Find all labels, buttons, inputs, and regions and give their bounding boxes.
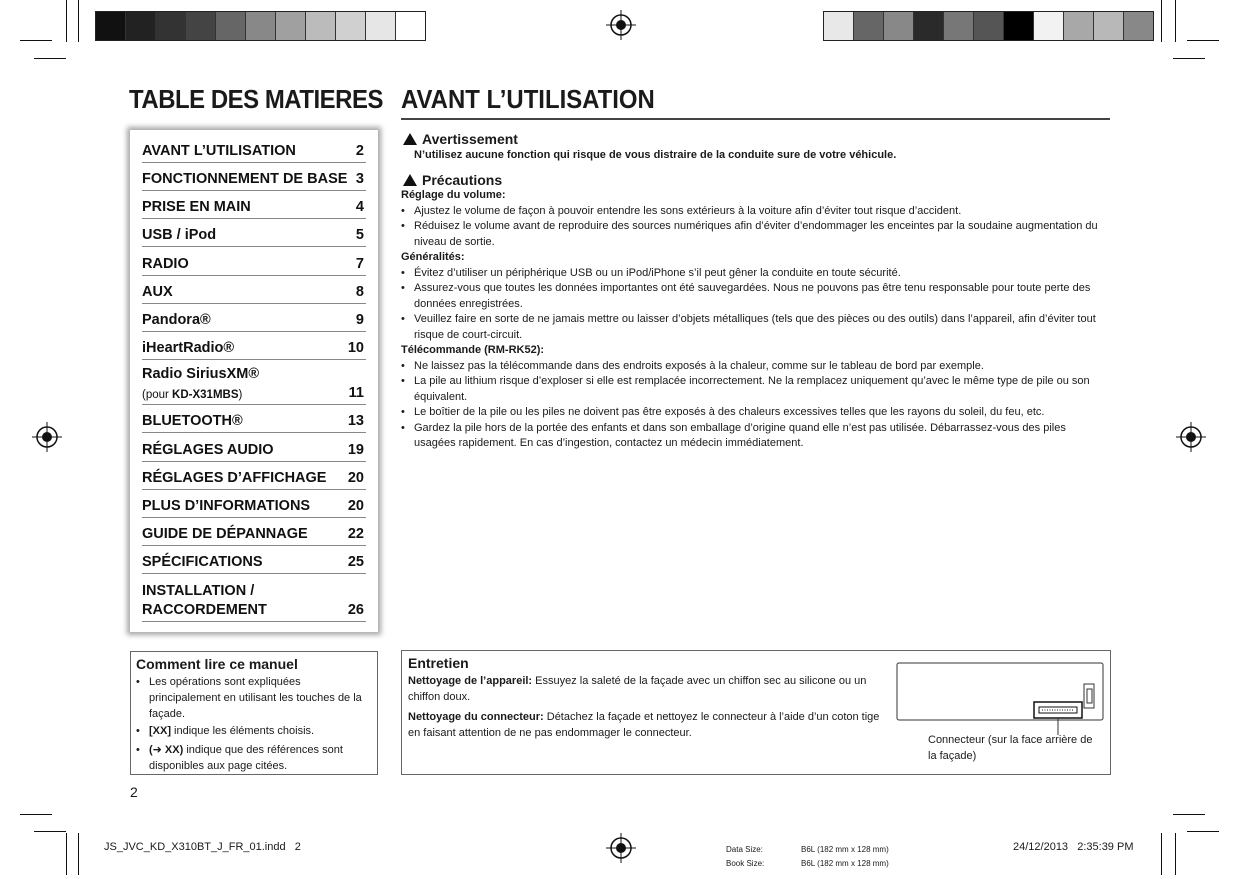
color-bar-left [95,11,426,41]
warning-title: Avertissement [403,131,518,147]
list-item: • Veuillez faire en sorte de ne jamais mettre ou laisser d’objets métalliques (tels que des pièces ou des outils) dans l’appareil, afin d’éviter tout risque de court-circuit. [401,313,1096,341]
precautions-title: Précautions [403,172,502,188]
list-item: • Évitez d’utiliser un périphérique USB ou un iPod/iPhone s’il peut gêner la conduite en toute sécurité. [401,266,901,279]
maintenance-title: Entretien [408,655,469,671]
maintenance-paragraph: Nettoyage de l’appareil: Essuyez la saleté de la façade avec un chiffon sec au silicone ou un chiffon doux. [408,675,867,703]
toc-item[interactable]: AVANT L’UTILISATION 2 [142,134,366,163]
color-swatch [366,12,396,40]
book-size-label: Book Size: [726,859,765,868]
color-swatch [974,12,1004,40]
toc-item[interactable]: Radio SiriusXM® (pour KD-X31MBS) 11 [142,359,366,405]
color-swatch [156,12,186,40]
toc-item[interactable]: GUIDE DE DÉPANNAGE 22 [142,517,366,546]
manual-guide-title: Comment lire ce manuel [136,656,298,672]
toc-item[interactable]: PRISE EN MAIN 4 [142,190,366,219]
color-swatch [186,12,216,40]
maintenance-paragraph: Nettoyage du connecteur: Détachez la façade et nettoyez le connecteur à l’aide d’un coton tige en faisant attention de ne pas endommager le connecteur. [408,711,880,739]
color-swatch [1094,12,1124,40]
color-swatch [396,12,425,40]
list-item: • La pile au lithium risque d’exploser si elle est remplacée incorrectement. Ne la remplacez uniquement qu’avec le même type de pile ou son équivalent. [401,375,1090,403]
color-swatch [276,12,306,40]
divider [401,118,1110,120]
toc-item[interactable]: AUX 8 [142,275,366,304]
remote-heading: Télécommande (RM-RK52): [401,344,545,356]
color-swatch [96,12,126,40]
maintenance-box [401,650,1111,775]
connector-caption: Connecteur (sur la face arrière de la façade) [928,734,1093,762]
color-swatch [246,12,276,40]
toc-item[interactable]: USB / iPod 5 [142,218,366,247]
registration-mark-icon [1176,422,1206,452]
caution-icon [403,174,417,186]
warning-icon [403,133,417,145]
list-item: • Le boîtier de la pile ou les piles ne doivent pas être exposés à des chaleurs excessives telles que les rayons du soleil, du feu, etc. [401,406,1045,418]
toc-item[interactable]: iHeartRadio® 10 [142,331,366,360]
list-item: • Assurez-vous que toutes les données importantes ont été sauvegardées. Nous ne pouvons pas être tenu responsable pour toute perte des données enregistrées. [401,282,1091,310]
toc-item[interactable]: Pandora® 9 [142,303,366,332]
data-size-value: B6L (182 mm x 128 mm) [801,845,889,854]
toc-item[interactable]: SPÉCIFICATIONS 25 [142,545,366,574]
toc-item[interactable]: INSTALLATION / RACCORDEMENT 26 [142,573,366,622]
list-item: • Réduisez le volume avant de reproduire des sources numériques afin d’éviter d’endommager les enceintes par la soudaine augmentation du niveau de sortie. [401,220,1098,248]
list-item: • Gardez la pile hors de la portée des enfants et dans son emballage d’origine quand elle n’est pas utilisée. Débarrassez-vous des piles usagées rapidement. En cas d’ingestion, contactez un médecin immédiatement. [401,421,1066,449]
color-swatch [216,12,246,40]
color-swatch [914,12,944,40]
toc-item[interactable]: BLUETOOTH® 13 [142,404,366,433]
toc-item[interactable]: RÉGLAGES D’AFFICHAGE 20 [142,461,366,490]
color-swatch [854,12,884,40]
list-item: • Ajustez le volume de façon à pouvoir entendre les sons extérieurs à la voiture afin d’éviter tout risque d’accident. [401,204,962,217]
general-heading: Généralités: [401,251,465,263]
color-swatch [306,12,336,40]
list-item: • Ne laissez pas la télécommande dans des endroits exposés à la chaleur, comme sur le tableau de bord par exemple. [401,359,984,372]
volume-heading: Réglage du volume: [401,189,506,201]
color-swatch [1034,12,1064,40]
data-size-label: Data Size: [726,845,763,854]
book-size-value: B6L (182 mm x 128 mm) [801,859,889,868]
precautions-body [401,188,1101,452]
registration-mark-icon [606,833,636,863]
color-swatch [1124,12,1153,40]
list-item: • Les opérations sont expliquées principalement en utilisant les touches de la façade. [136,676,362,720]
color-bar-right [823,11,1154,41]
toc-heading: TABLE DES MATIERES [129,84,383,114]
toc-item[interactable]: PLUS D’INFORMATIONS 20 [142,489,366,518]
footer-timestamp: 24/12/2013 2:35:39 PM [1013,841,1134,853]
manual-guide-box [130,651,378,775]
color-swatch [884,12,914,40]
toc-item[interactable]: FONCTIONNEMENT DE BASE 3 [142,162,366,191]
toc-item[interactable]: RADIO 7 [142,246,366,276]
color-swatch [126,12,156,40]
registration-mark-icon [32,422,62,452]
list-item: • [XX] indique les éléments choisis. [136,725,315,737]
color-swatch [336,12,366,40]
list-item: • (➜ XX) indique que des références sont disponibles aux page citées. [136,744,343,772]
page-number: 2 [130,784,138,800]
warning-text: N’utilisez aucune fonction qui risque de vous distraire de la conduite sure de votre véhicule. [414,149,897,161]
color-swatch [1004,12,1034,40]
toc-item[interactable]: RÉGLAGES AUDIO 19 [142,432,366,462]
color-swatch [824,12,854,40]
color-swatch [1064,12,1094,40]
footer-filename: JS_JVC_KD_X310BT_J_FR_01.indd 2 [104,841,301,853]
table-of-contents [130,130,378,632]
color-swatch [944,12,974,40]
page-title: AVANT L’UTILISATION [401,84,655,114]
registration-mark-icon [606,10,636,40]
